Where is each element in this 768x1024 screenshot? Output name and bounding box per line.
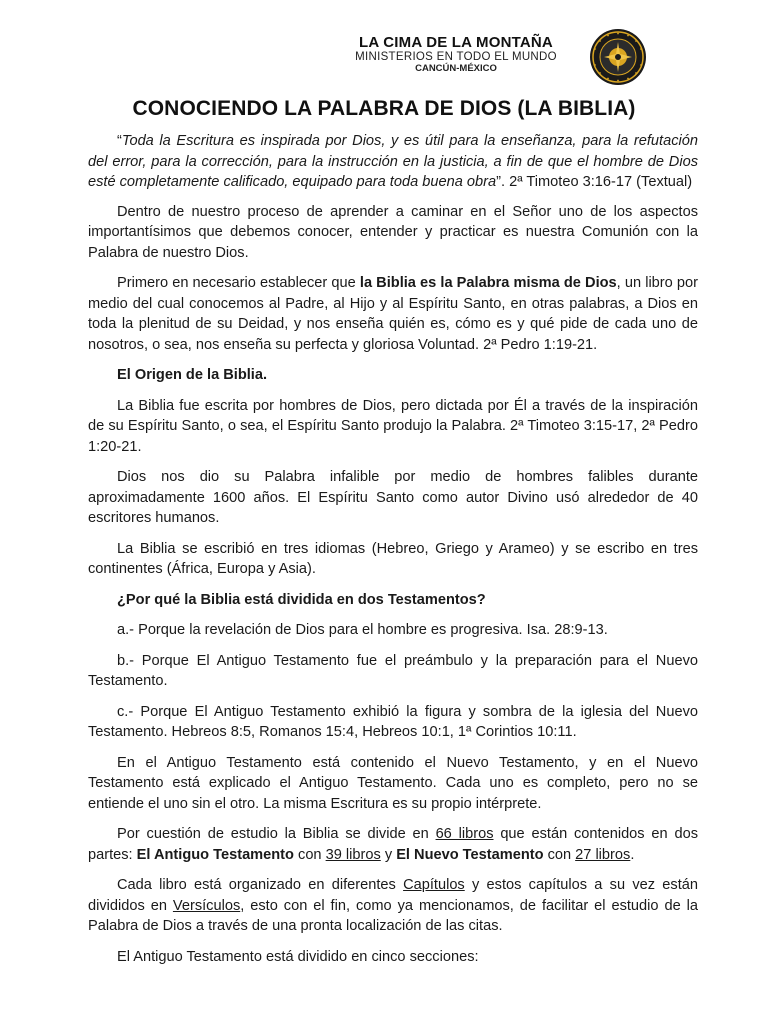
bold-term: El Antiguo Testamento — [136, 846, 294, 863]
underlined-term: Versículos — [172, 897, 241, 914]
section-heading-testaments: ¿Por qué la Biblia está dividida en dos Testamentos? — [117, 591, 486, 608]
paragraph-origin-authors: Dios nos dio su Palabra infalible por medio de hombres falibles durante aproximadamente 1600 años. El Espíritu Santo como autor Divino usó alrededor de 40 escritores humanos. — [88, 469, 698, 526]
text-run: Cada libro está organizado en diferentes — [117, 877, 404, 893]
quote-reference: 2ª Timoteo 3:16-17 (Textual) — [505, 174, 693, 190]
paragraph-origin-inspiration: La Biblia fue escrita por hombres de Dios, pero dictada por Él a través de la inspiración de su Espíritu Santo, o sea, el Espíritu Santo produjo la Palabra. 2ª Timoteo 3:15-17, 2ª Pedro 1:20-21. — [88, 397, 698, 455]
text-run: que están contenidos en dos partes: — [88, 826, 698, 863]
reason-a: a.- Porque la revelación de Dios para el hombre es progresiva. Isa. 28:9-13. — [117, 622, 608, 638]
text-run: con — [543, 846, 576, 863]
underlined-term: 39 libros — [325, 846, 381, 863]
quote-text: Toda la Escritura es inspirada por Dios, y es útil para la enseñanza, para la refutación del error, para la corrección, para la instrucción en la justicia, a fin de que el hombre de Dios esté completamente calificado, equipado para toda buena obra — [88, 133, 698, 190]
paragraph-testaments-relation: En el Antiguo Testamento está contenido el Nuevo Testamento, y en el Nuevo Testamento está explicado el Antiguo Testamento. Cada uno es completo, pero no se entiende el uno sin el otro. La misma Escritura es su propio intérprete. — [88, 754, 698, 812]
text-run: . — [630, 846, 635, 863]
text-run: , esto con el fin, como ya mencionamos, de facilitar el estudio de la Palabra de Dios a través de una pronta localización de las citas. — [88, 897, 698, 934]
paragraph-bible-is-word — [88, 273, 698, 355]
organization-block — [336, 34, 576, 74]
section-heading-origin: El Origen de la Biblia. — [117, 367, 268, 383]
opening-quote — [88, 131, 698, 193]
reason-b: b.- Porque El Antiguo Testamento fue el preámbulo y la preparación para el Nuevo Testamento. — [88, 652, 698, 689]
quote-open-mark: “ — [117, 133, 122, 149]
paragraph-intro: Dentro de nuestro proceso de aprender a caminar en el Señor uno de los aspectos importantísimos que debemos conocer, entender y practicar es nuestra Comunión con la Palabra de nuestro Dios. — [88, 203, 698, 261]
text-run: Por cuestión de estudio la Biblia se divide en — [117, 826, 436, 842]
paragraph-origin-languages: La Biblia se escribió en tres idiomas (Hebreo, Griego y Arameo) y se escribo en tres continentes (África, Europa y Asia). — [88, 540, 698, 577]
letterhead — [330, 28, 650, 90]
quote-close-mark: ”. — [496, 174, 506, 190]
text-run: Primero en necesario establecer que — [117, 275, 360, 291]
text-run: , un libro por medio del cual conocemos al Padre, al Hijo y al Espíritu Santo, en otras palabras, a Dios en toda la plenitud de su Deidad, y nos enseña quién es, cómo es y qué pide de cada uno de nosotros, o sea, nos enseña su perfecta y gloriosa Voluntad. 2ª Pedro 1:19-21. — [88, 275, 698, 353]
text-run: y estos capítulos a su vez están divididos en — [88, 877, 698, 914]
bold-statement: la Biblia es la Palabra misma de Dios — [359, 275, 617, 291]
bold-term: El Nuevo Testamento — [396, 846, 544, 863]
organization-name: LA CIMA DE LA MONTAÑA — [359, 34, 553, 51]
organization-subtitle: MINISTERIOS EN TODO EL MUNDO — [355, 51, 557, 63]
paragraph-chapters-verses — [88, 875, 698, 937]
text-run: y — [380, 846, 397, 863]
reason-c: c.- Porque El Antiguo Testamento exhibió la figura y sombra de la iglesia del Nuevo Testamento. Hebreos 8:5, Romanos 15:4, Hebreos 10:1, 1ª Corintios 10:11. — [88, 703, 698, 740]
underlined-term: 27 libros — [575, 846, 631, 863]
text-run: con — [293, 846, 326, 863]
paragraph-book-count — [88, 824, 698, 865]
ministry-seal-icon — [586, 28, 650, 86]
document-body — [88, 131, 698, 977]
underlined-term: 66 libros — [435, 826, 494, 842]
organization-city: CANCÚN-MÉXICO — [415, 63, 497, 74]
underlined-term: Capítulos — [403, 877, 465, 893]
paragraph-ot-sections: El Antiguo Testamento está dividido en cinco secciones: — [117, 948, 479, 965]
document-title: CONOCIENDO LA PALABRA DE DIOS (LA BIBLIA) — [132, 97, 636, 120]
